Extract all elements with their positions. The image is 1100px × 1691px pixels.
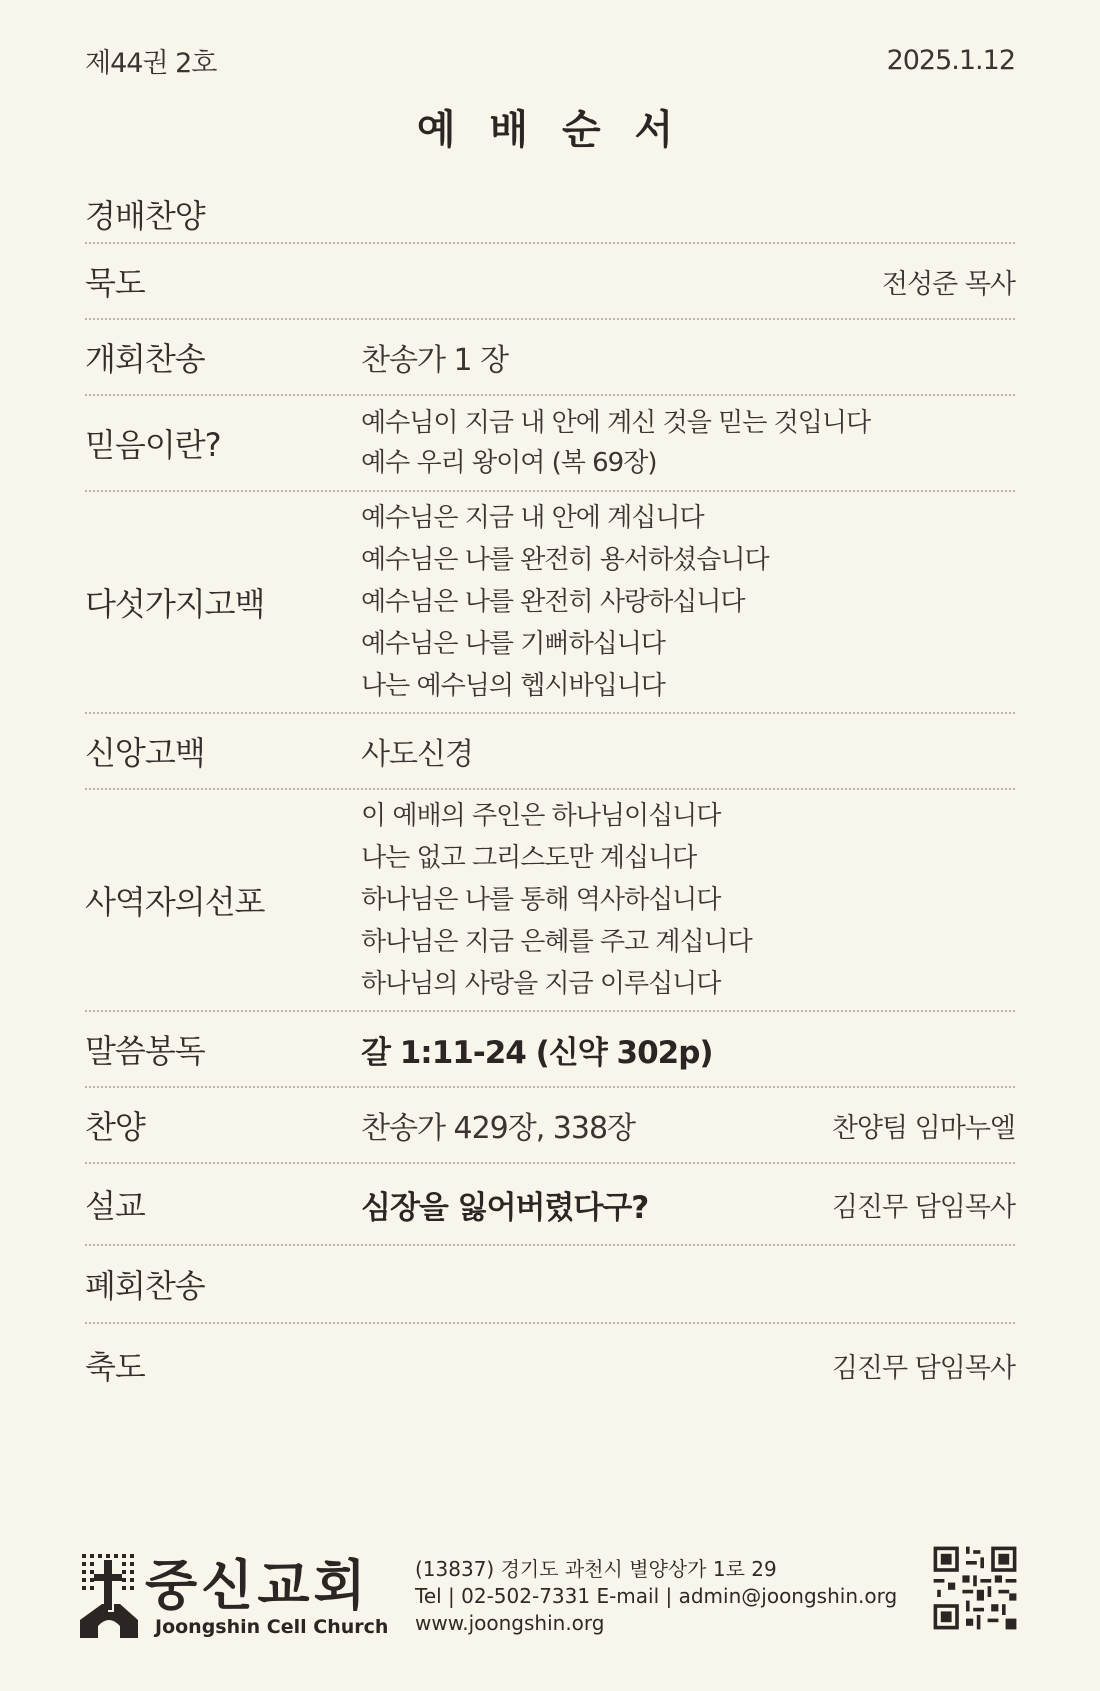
order-line: 예수님은 나를 기뻐하십니다 xyxy=(361,629,665,659)
order-line: 예수님은 나를 완전히 사랑하십니다 xyxy=(361,587,745,617)
order-line: 예수 우리 왕이여 (복 69장) xyxy=(361,448,657,478)
order-leader: 김진무 담임목사 xyxy=(831,1191,1015,1223)
issue-number: 제44권 2호 xyxy=(85,47,217,79)
church-contact xyxy=(415,1556,897,1637)
bulletin-date: 2025.1.12 xyxy=(886,44,1015,76)
church-website[interactable]: www.joongshin.org xyxy=(415,1611,605,1635)
order-content: 찬송가 429장, 338장 xyxy=(361,1111,636,1146)
order-label: 신앙고백 xyxy=(85,734,205,772)
order-line: 예수님은 나를 완전히 용서하셨습니다 xyxy=(361,545,769,575)
order-row-benediction xyxy=(85,1324,1015,1406)
order-leader: 김진무 담임목사 xyxy=(831,1352,1015,1384)
order-leader: 전성준 목사 xyxy=(882,268,1015,300)
footer xyxy=(80,1538,1020,1648)
order-row-scripture xyxy=(85,1012,1015,1088)
order-row-opening-hymn xyxy=(85,320,1015,396)
order-line: 하나님은 지금 은혜를 주고 계십니다 xyxy=(361,927,752,957)
order-line: 나는 없고 그리스도만 계십니다 xyxy=(361,843,697,873)
order-label: 경배찬양 xyxy=(85,197,205,235)
order-label: 축도 xyxy=(85,1348,145,1386)
order-line: 예수님이 지금 내 안에 계신 것을 믿는 것입니다 xyxy=(361,408,871,438)
order-line: 하나님은 나를 통해 역사하십니다 xyxy=(361,885,721,915)
church-name: 중신교회 xyxy=(145,1554,370,1617)
order-label: 폐회찬송 xyxy=(85,1267,205,1305)
order-row-silent-prayer xyxy=(85,244,1015,320)
order-row-five-confessions xyxy=(85,492,1015,714)
church-logo-icon xyxy=(80,1552,140,1642)
order-label: 말씀봉독 xyxy=(85,1032,205,1070)
order-row-praise xyxy=(85,186,1015,244)
order-content: 찬송가 1 장 xyxy=(361,343,509,378)
order-row-faith xyxy=(85,396,1015,492)
order-row-sermon xyxy=(85,1164,1015,1246)
order-line: 나는 예수님의 헵시바입니다 xyxy=(361,671,665,701)
church-address: (13837) 경기도 과천시 별양상가 1로 29 xyxy=(415,1557,777,1581)
order-label: 개회찬송 xyxy=(85,340,205,378)
order-label: 묵도 xyxy=(85,264,145,302)
order-label: 다섯가지고백 xyxy=(85,585,265,623)
order-label: 설교 xyxy=(85,1187,145,1225)
header-bar xyxy=(85,40,1015,80)
order-line: 예수님은 지금 내 안에 계십니다 xyxy=(361,503,704,533)
church-phone-email: Tel | 02-502-7331 E-mail | admin@joongshin.org xyxy=(415,1584,898,1608)
order-label: 믿음이란? xyxy=(85,426,221,464)
order-content: 갈 1:11-24 (신약 302p) xyxy=(361,1034,713,1071)
church-name-english: Joongshin Cell Church xyxy=(155,1616,389,1638)
order-leader: 찬양팀 임마누엘 xyxy=(831,1112,1015,1144)
order-row-closing-hymn xyxy=(85,1246,1015,1324)
order-line: 하나님의 사랑을 지금 이루십니다 xyxy=(361,969,721,999)
order-line: 이 예배의 주인은 하나님이십니다 xyxy=(361,801,721,831)
order-content: 사도신경 xyxy=(361,737,473,772)
order-label: 찬양 xyxy=(85,1108,145,1146)
qr-code-icon[interactable] xyxy=(930,1543,1020,1633)
page-title: 예 배 순 서 xyxy=(416,107,684,153)
order-row-hymn xyxy=(85,1088,1015,1164)
order-label: 사역자의선포 xyxy=(85,883,265,921)
worship-order xyxy=(85,186,1015,1406)
sermon-title: 심장을 잃어버렸다구? xyxy=(361,1189,649,1226)
order-row-declaration xyxy=(85,790,1015,1012)
order-row-creed xyxy=(85,714,1015,790)
